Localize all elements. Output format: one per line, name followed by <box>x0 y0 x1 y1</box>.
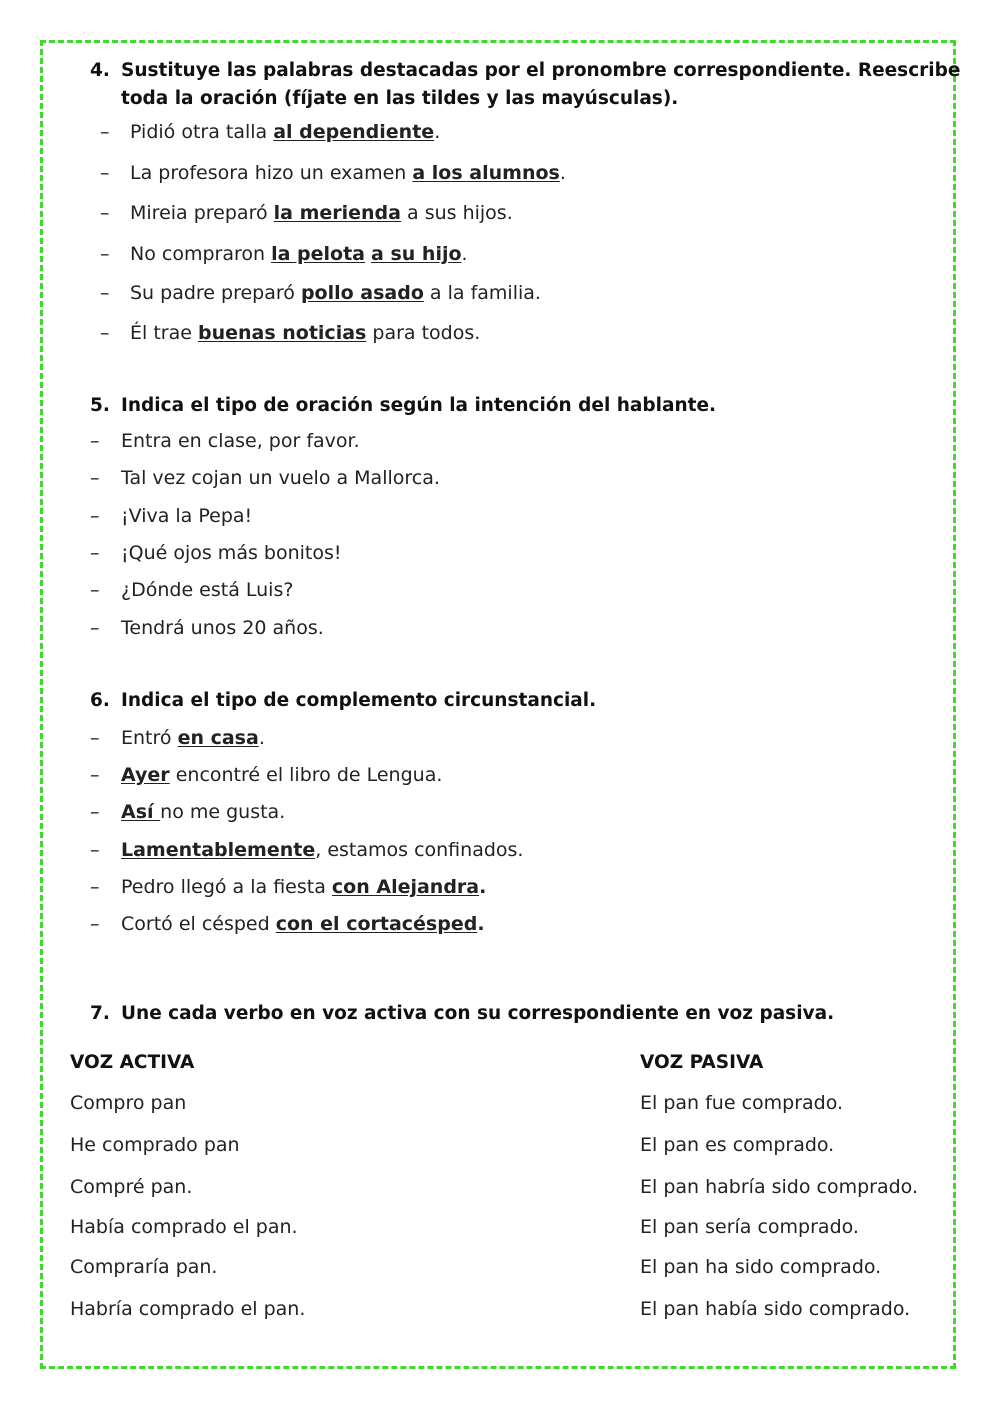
question-7-title: Une cada verbo en voz activa con su correspondiente en voz pasiva. <box>121 1003 835 1024</box>
item-text: La profesora hizo un examen <box>130 162 413 184</box>
list-dash: – <box>90 764 100 786</box>
question-5-item <box>121 579 293 601</box>
question-5-number: 5. <box>90 395 110 416</box>
item-text: Tal vez cojan un vuelo a Mallorca. <box>121 467 440 489</box>
question-4-item <box>130 243 468 265</box>
list-dash: – <box>90 430 100 452</box>
list-dash: – <box>90 727 100 749</box>
question-4-item <box>130 282 541 304</box>
active-voice-header: VOZ ACTIVA <box>70 1052 195 1073</box>
active-voice-cell[interactable]: Compré pan. <box>70 1176 193 1198</box>
item-text: Pedro llegó a la fiesta <box>121 876 332 898</box>
highlighted-words: con Alejandra <box>331 876 480 898</box>
item-text: a la familia. <box>423 282 541 304</box>
highlighted-words: Así <box>121 801 161 823</box>
highlighted-words: Ayer <box>121 764 170 786</box>
question-5-item <box>121 617 324 639</box>
question-6-item <box>121 801 285 823</box>
list-dash: – <box>100 121 110 143</box>
question-6-item <box>121 727 265 749</box>
item-text: Mireia preparó <box>130 202 274 224</box>
passive-voice-cell[interactable]: El pan es comprado. <box>640 1134 835 1156</box>
passive-voice-cell[interactable]: El pan ha sido comprado. <box>640 1256 882 1278</box>
question-6-number: 6. <box>90 690 110 711</box>
list-dash: – <box>100 162 110 184</box>
highlighted-words: buenas noticias <box>197 322 367 344</box>
highlighted-words: Lamentablemente <box>121 839 316 861</box>
question-4-number: 4. <box>90 60 110 81</box>
item-text: . <box>477 913 485 935</box>
question-5-item <box>121 505 252 527</box>
question-5-item <box>121 542 342 564</box>
question-6-item <box>121 839 523 861</box>
item-text: Entra en clase, por favor. <box>121 430 360 452</box>
item-text: . <box>559 162 566 184</box>
list-dash: – <box>90 913 100 935</box>
highlighted-words: la merienda <box>273 202 401 224</box>
item-text: para todos. <box>366 322 481 344</box>
item-text: . <box>479 876 487 898</box>
item-text: ¡Viva la Pepa! <box>121 505 253 527</box>
highlighted-words: pollo asado <box>300 282 424 304</box>
question-6-item <box>121 913 485 935</box>
list-dash: – <box>100 322 110 344</box>
list-dash: – <box>90 617 100 639</box>
list-dash: – <box>90 542 100 564</box>
item-text: Cortó el césped <box>121 913 276 935</box>
highlighted-words: con el cortacésped <box>275 913 478 935</box>
highlighted-words: a los alumnos <box>412 162 560 184</box>
item-text: No compraron <box>130 243 272 265</box>
question-7-number: 7. <box>90 1003 110 1024</box>
question-5-item <box>121 467 440 489</box>
active-voice-cell[interactable]: Habría comprado el pan. <box>70 1298 306 1320</box>
highlighted-words: en casa <box>177 727 259 749</box>
active-voice-cell[interactable]: He comprado pan <box>70 1134 240 1156</box>
passive-voice-cell[interactable]: El pan sería comprado. <box>640 1216 859 1238</box>
highlighted-words: a su hijo <box>371 243 462 265</box>
item-text: encontré el libro de Lengua. <box>169 764 443 786</box>
highlighted-words: al dependiente <box>273 121 435 143</box>
active-voice-cell[interactable]: Compraría pan. <box>70 1256 218 1278</box>
item-text: Él trae <box>130 322 198 344</box>
item-text: Su padre preparó <box>130 282 301 304</box>
list-dash: – <box>90 839 100 861</box>
list-dash: – <box>90 579 100 601</box>
question-5-item <box>121 430 360 452</box>
item-text: ¡Qué ojos más bonitos! <box>121 542 342 564</box>
list-dash: – <box>90 801 100 823</box>
question-5-title: Indica el tipo de oración según la intención del hablante. <box>121 395 717 416</box>
active-voice-cell[interactable]: Compro pan <box>70 1092 187 1114</box>
list-dash: – <box>90 467 100 489</box>
item-text: Pidió otra talla <box>130 121 274 143</box>
question-6-item <box>121 764 442 786</box>
passive-voice-header: VOZ PASIVA <box>640 1052 764 1073</box>
list-dash: – <box>100 282 110 304</box>
item-text: Entró <box>121 727 178 749</box>
highlighted-words: la pelota <box>271 243 365 265</box>
active-voice-cell[interactable]: Había comprado el pan. <box>70 1216 298 1238</box>
item-text: a sus hijos. <box>400 202 513 224</box>
list-dash: – <box>90 505 100 527</box>
list-dash: – <box>100 243 110 265</box>
passive-voice-cell[interactable]: El pan había sido comprado. <box>640 1298 911 1320</box>
question-6-title: Indica el tipo de complemento circunstancial. <box>121 690 597 711</box>
question-4-title-line1: Sustituye las palabras destacadas por el pronombre correspondiente. Reescribe <box>121 60 961 81</box>
question-6-item <box>121 876 486 898</box>
question-4-item <box>130 162 566 184</box>
question-4-item <box>130 121 440 143</box>
list-dash: – <box>100 202 110 224</box>
item-text: . <box>434 121 441 143</box>
question-4-item <box>130 322 480 344</box>
question-4-title-line2: toda la oración (fíjate en las tildes y las mayúsculas). <box>121 88 679 109</box>
passive-voice-cell[interactable]: El pan habría sido comprado. <box>640 1176 919 1198</box>
item-text: ¿Dónde está Luis? <box>121 579 294 601</box>
item-text: Tendrá unos 20 años. <box>121 617 324 639</box>
item-text: . <box>258 727 265 749</box>
item-text: . <box>461 243 468 265</box>
item-text: no me gusta. <box>160 801 286 823</box>
list-dash: – <box>90 876 100 898</box>
passive-voice-cell[interactable]: El pan fue comprado. <box>640 1092 844 1114</box>
question-4-item <box>130 202 513 224</box>
item-text: , estamos confinados. <box>315 839 524 861</box>
